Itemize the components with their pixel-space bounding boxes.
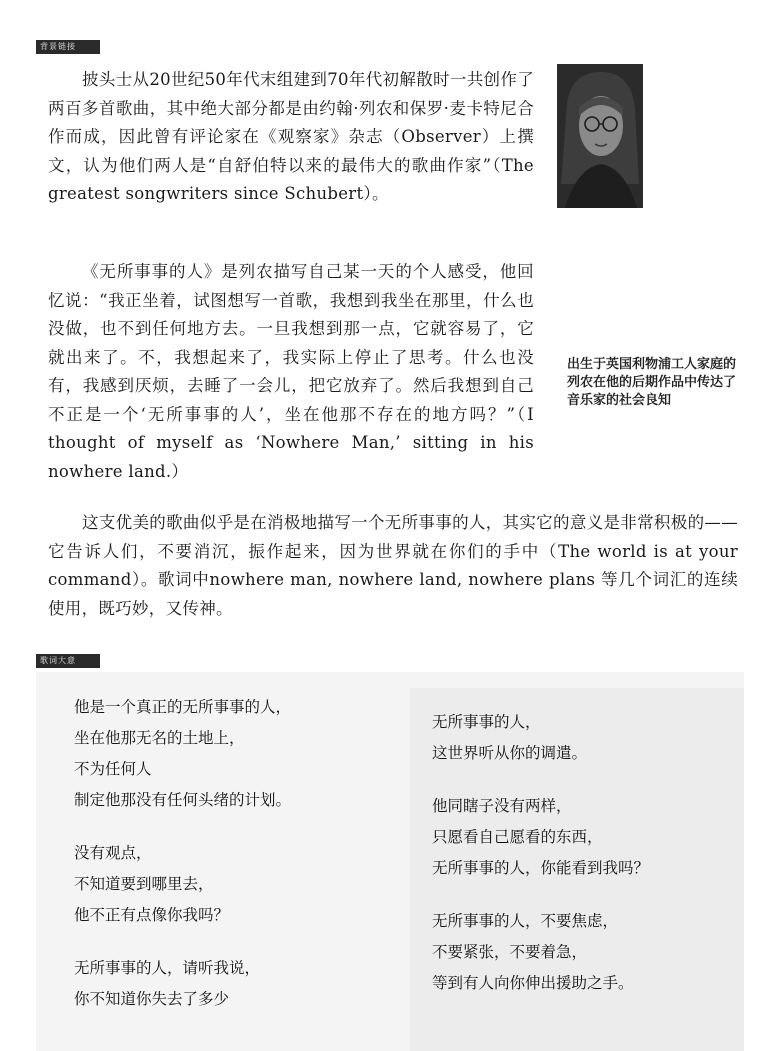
lyric-line: 不为任何人 — [74, 760, 152, 778]
lyric-line: 不要紧张，不要着急， — [432, 943, 588, 961]
lyric-stanza — [74, 838, 291, 931]
lyric-stanza — [432, 707, 649, 769]
portrait-icon — [557, 64, 643, 208]
lyric-line: 他同瞎子没有两样， — [432, 797, 572, 815]
lyric-stanza — [432, 791, 649, 884]
background-section-tag: 背景链接 — [36, 40, 100, 54]
intro-paragraph: 披头士从20世纪50年代末组建到70年代初解散时一共创作了两百多首歌曲，其中绝大部分都是由约翰·列农和保罗·麦卡特尼合作而成，因此曾有评论家在《观察家》杂志（Observer）上撰文，认为他们两人是“自舒伯特以来的最伟大的歌曲作家”（The greatest songwriters since Schubert）。 — [48, 70, 534, 203]
lyrics-section-tag: 歌词大意 — [36, 654, 100, 668]
lyric-line: 无所事事的人，请听我说， — [74, 959, 261, 977]
lyric-line: 只愿看自己愿看的东西， — [432, 828, 603, 846]
lyric-stanza — [74, 953, 291, 1015]
meaning-paragraph: 这支优美的歌曲似乎是在消极地描写一个无所事事的人，其实它的意义是非常积极的——它告诉人们，不要消沉，振作起来，因为世界就在你们的手中（The world is at your command）。歌词中nowhere man, nowhere land, nowhere plans 等几个词汇的连续使用，既巧妙，又传神。 — [48, 513, 738, 618]
lyrics-right-column — [432, 707, 649, 1021]
lyric-line: 坐在他那无名的土地上， — [74, 729, 245, 747]
lennon-photo — [557, 64, 643, 208]
lyric-line: 这世界听从你的调遣。 — [432, 744, 588, 762]
lyric-stanza — [74, 692, 291, 816]
lyric-line: 制定他那没有任何头绪的计划。 — [74, 791, 292, 809]
lyric-line: 没有观点， — [74, 844, 152, 862]
lyric-line: 无所事事的人，不要焦虑， — [432, 912, 619, 930]
lyrics-left-column — [74, 692, 291, 1037]
lyric-line: 你不知道你失去了多少 — [74, 990, 230, 1008]
lyric-line: 无所事事的人， — [432, 713, 541, 731]
lyric-line: 无所事事的人，你能看到我吗？ — [432, 859, 650, 877]
lyric-line: 他不正有点像你我吗？ — [74, 906, 230, 924]
lyric-line: 不知道要到哪里去， — [74, 875, 214, 893]
lyric-line: 等到有人向你伸出援助之手。 — [432, 974, 634, 992]
photo-caption: 出生于英国利物浦工人家庭的列农在他的后期作品中传达了音乐家的社会良知 — [567, 357, 737, 408]
lennon-quote-paragraph: 《无所事事的人》是列农描写自己某一天的个人感受，他回忆说：“我正坐着，试图想写一首歌，我想到我坐在那里，什么也没做，也不到任何地方去。一旦我想到那一点，它就容易了，它就出来了。不，我想起来了，我实际上停止了思考。什么也没有，我感到厌烦，去睡了一会儿，把它放弃了。然后我想到自己不正是一个‘无所事事的人’，坐在他那不存在的地方吗？”（I thought of myself as ‘Nowhere Man,’ sitting in his nowhere land.） — [48, 262, 534, 481]
lyric-stanza — [432, 906, 649, 999]
lyric-line: 他是一个真正的无所事事的人， — [74, 698, 292, 716]
